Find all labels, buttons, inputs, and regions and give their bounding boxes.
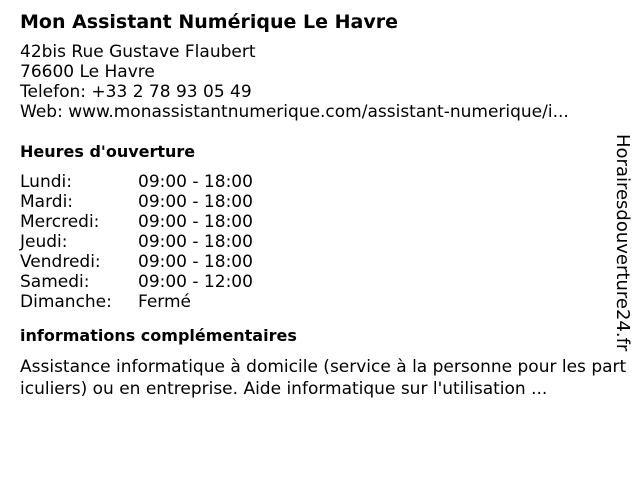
- hours-row-samedi: [20, 272, 620, 292]
- hours-day: Mercredi:: [20, 212, 100, 232]
- info-heading: informations complémentaires: [20, 326, 297, 345]
- hours-day: Jeudi:: [20, 232, 68, 252]
- business-name: Mon Assistant Numérique Le Havre: [20, 11, 398, 33]
- phone-number[interactable]: Telefon: +33 2 78 93 05 49: [20, 82, 252, 102]
- site-watermark: Horairesdouverture24.fr: [612, 134, 633, 352]
- hours-time: 09:00 - 18:00: [138, 252, 253, 272]
- website-link[interactable]: Web: www.monassistantnumerique.com/assistant-numerique/i...: [20, 102, 569, 122]
- hours-day: Lundi:: [20, 172, 72, 192]
- hours-time: Fermé: [138, 292, 192, 312]
- hours-row-lundi: [20, 172, 620, 192]
- hours-heading: Heures d'ouverture: [20, 142, 196, 161]
- info-description: Assistance informatique à domicile (service à la personne pour les particuliers) ou en entreprise. Aide informatique sur l'utilisation ...: [20, 357, 627, 399]
- hours-row-dimanche: [20, 292, 620, 312]
- hours-time: 09:00 - 12:00: [138, 272, 253, 292]
- street-address: 42bis Rue Gustave Flaubert: [20, 42, 256, 62]
- hours-row-jeudi: [20, 232, 620, 252]
- postal-city: 76600 Le Havre: [20, 62, 155, 82]
- hours-day: Dimanche:: [20, 292, 112, 312]
- hours-row-vendredi: [20, 252, 620, 272]
- hours-day: Samedi:: [20, 272, 90, 292]
- hours-time: 09:00 - 18:00: [138, 212, 253, 232]
- hours-time: 09:00 - 18:00: [138, 172, 253, 192]
- hours-day: Mardi:: [20, 192, 74, 212]
- address-block: [20, 42, 620, 122]
- hours-day: Vendredi:: [20, 252, 101, 272]
- hours-time: 09:00 - 18:00: [138, 192, 253, 212]
- hours-table: [20, 172, 620, 312]
- hours-time: 09:00 - 18:00: [138, 232, 253, 252]
- hours-row-mardi: [20, 192, 620, 212]
- hours-row-mercredi: [20, 212, 620, 232]
